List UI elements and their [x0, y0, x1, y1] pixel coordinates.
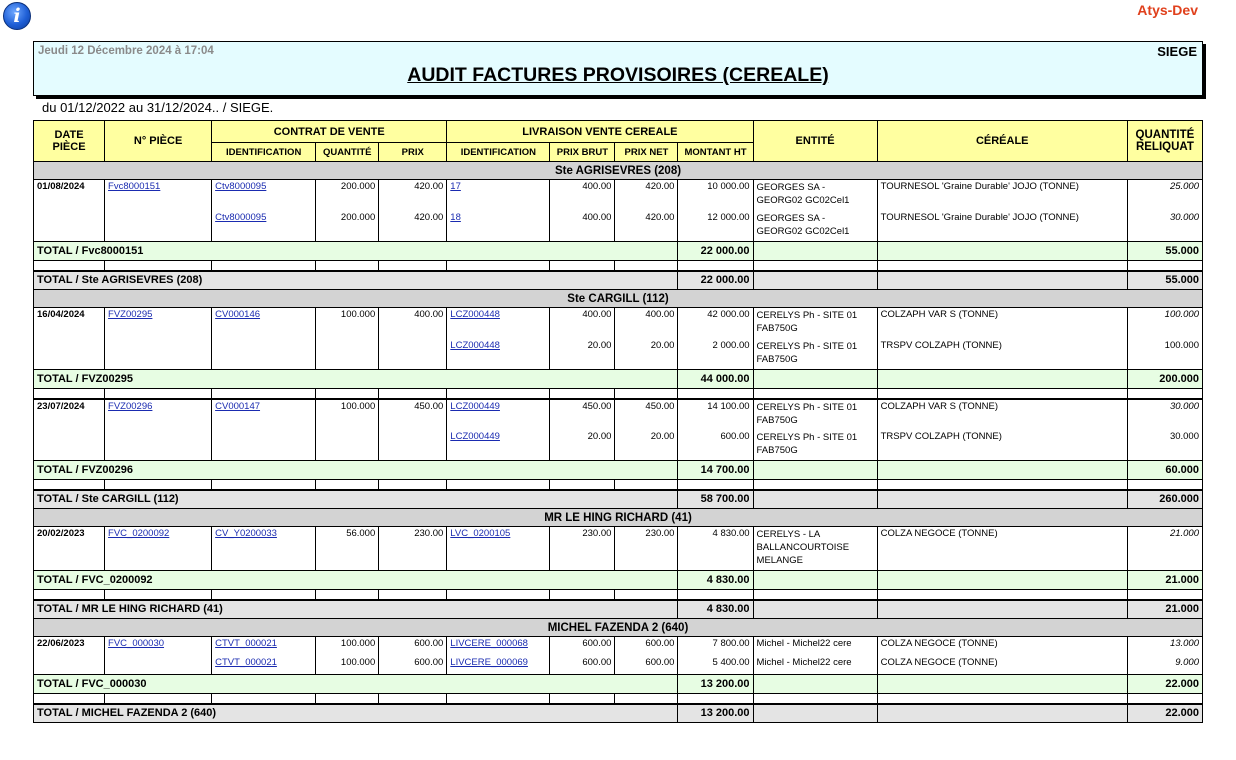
- table-row: [34, 211, 1203, 242]
- total-remain: 200.000: [1127, 370, 1202, 389]
- report-title: AUDIT FACTURES PROVISOIRES (CEREALE): [407, 64, 829, 86]
- contract-price: 400.00: [379, 308, 447, 339]
- amount: 7 800.00: [678, 637, 753, 656]
- report-period: du 01/12/2022 au 31/12/2024.. / SIEGE.: [42, 100, 274, 115]
- table-row: [34, 637, 1203, 656]
- contract-qty: 56.000: [316, 527, 379, 571]
- amount: 2 000.00: [678, 339, 753, 370]
- amount: 42 000.00: [678, 308, 753, 339]
- col-contract-qty: QUANTITÉ: [316, 143, 379, 162]
- total-remain: 260.000: [1127, 490, 1202, 509]
- group-header: MR LE HING RICHARD (41): [34, 509, 1203, 527]
- gross-price: 400.00: [550, 211, 615, 242]
- invoice-total-row: TOTAL / Fvc8000151 22 000.00 55.000: [34, 242, 1203, 261]
- amount: 4 830.00: [678, 527, 753, 571]
- net-price: 230.00: [615, 527, 678, 571]
- contract-link[interactable]: Ctv8000095: [215, 181, 267, 192]
- qty-remain: 30.000: [1127, 399, 1202, 430]
- row-date: 16/04/2024: [34, 308, 105, 339]
- delivery-link[interactable]: LCZ000448: [450, 339, 500, 351]
- entity: Michel - Michel22 cere: [753, 637, 877, 656]
- contract-link[interactable]: CTVT_000021: [215, 638, 277, 649]
- cereal: COLZA NEGOCE (TONNE): [877, 527, 1127, 571]
- total-remain: 55.000: [1127, 271, 1202, 290]
- delivery-link[interactable]: LCZ000449: [450, 430, 500, 442]
- amount: 14 100.00: [678, 399, 753, 430]
- gross-price: 20.00: [550, 430, 615, 461]
- invoice-total-row: TOTAL / FVC_0200092 4 830.00 21.000: [34, 571, 1203, 590]
- net-price: 400.00: [615, 308, 678, 339]
- qty-remain: 100.000: [1127, 308, 1202, 339]
- gross-price: 400.00: [550, 308, 615, 339]
- group-header: MICHEL FAZENDA 2 (640): [34, 619, 1203, 637]
- contract-price: 420.00: [379, 211, 447, 242]
- net-price: 20.00: [615, 430, 678, 461]
- total-remain: 55.000: [1127, 242, 1202, 261]
- table-row: [34, 339, 1203, 370]
- row-date: 22/06/2023: [34, 637, 105, 656]
- audit-table: [33, 120, 1203, 723]
- gross-price: 600.00: [550, 656, 615, 675]
- delivery-link[interactable]: LIVCERE_000068: [450, 638, 528, 649]
- contract-link[interactable]: Ctv8000095: [215, 211, 267, 223]
- group-total-row: TOTAL / Ste AGRISEVRES (208) 22 000.00 55.000: [34, 271, 1203, 290]
- amount: 12 000.00: [678, 211, 753, 242]
- contract-link[interactable]: CV000146: [215, 309, 261, 320]
- col-gross-price: PRIX BRUT: [550, 143, 615, 162]
- total-remain: 21.000: [1127, 600, 1202, 619]
- contract-qty: 100.000: [316, 637, 379, 656]
- contract-qty: 100.000: [316, 656, 379, 675]
- cereal: TRSPV COLZAPH (TONNE): [877, 430, 1127, 461]
- gross-price: 600.00: [550, 637, 615, 656]
- total-remain: 21.000: [1127, 571, 1202, 590]
- col-delivery-id: IDENTIFICATION: [447, 143, 550, 162]
- gross-price: 400.00: [550, 180, 615, 211]
- total-remain: 60.000: [1127, 461, 1202, 480]
- qty-remain: 30.000: [1127, 211, 1202, 242]
- net-price: 600.00: [615, 656, 678, 675]
- contract-price: 230.00: [379, 527, 447, 571]
- total-amount: 44 000.00: [678, 370, 753, 389]
- table-row: [34, 527, 1203, 571]
- cereal: TOURNESOL 'Graine Durable' JOJO (TONNE): [877, 211, 1127, 242]
- cereal: COLZA NEGOCE (TONNE): [877, 637, 1127, 656]
- total-amount: 58 700.00: [678, 490, 753, 509]
- invoice-link[interactable]: Fvc8000151: [108, 181, 161, 192]
- cereal: TRSPV COLZAPH (TONNE): [877, 339, 1127, 370]
- column-header-row: [34, 121, 1203, 143]
- entity: CERELYS Ph - SITE 01 FAB750G: [753, 430, 877, 461]
- col-date: DATE PIÈCE: [34, 121, 105, 162]
- delivery-link[interactable]: LIVCERE_000069: [450, 656, 528, 668]
- col-amount: MONTANT HT: [678, 143, 753, 162]
- net-price: 420.00: [615, 211, 678, 242]
- group-total-row: TOTAL / Ste CARGILL (112) 58 700.00 260.000: [34, 490, 1203, 509]
- entity: GEORGES SA - GEORG02 GC02Cel1: [753, 211, 877, 242]
- total-remain: 22.000: [1127, 675, 1202, 694]
- total-amount: 13 200.00: [678, 675, 753, 694]
- col-contract-id: IDENTIFICATION: [212, 143, 316, 162]
- cereal: COLZA NEGOCE (TONNE): [877, 656, 1127, 675]
- col-qty-remain: QUANTITÉ RELIQUAT: [1127, 121, 1202, 162]
- qty-remain: 13.000: [1127, 637, 1202, 656]
- entity: Michel - Michel22 cere: [753, 656, 877, 675]
- gross-price: 230.00: [550, 527, 615, 571]
- contract-price: 600.00: [379, 656, 447, 675]
- contract-price: 420.00: [379, 180, 447, 211]
- report-site: SIEGE: [1157, 44, 1197, 59]
- qty-remain: 9.000: [1127, 656, 1202, 675]
- net-price: 450.00: [615, 399, 678, 430]
- row-date: 23/07/2024: [34, 399, 105, 430]
- contract-qty: 100.000: [316, 308, 379, 339]
- entity: CERELYS Ph - SITE 01 FAB750G: [753, 399, 877, 430]
- report-header: [33, 41, 1203, 96]
- row-date: 20/02/2023: [34, 527, 105, 571]
- net-price: 20.00: [615, 339, 678, 370]
- col-piece: N° PIÈCE: [105, 121, 212, 162]
- col-net-price: PRIX NET: [615, 143, 678, 162]
- col-cereal: CÉRÉALE: [877, 121, 1127, 162]
- cereal: COLZAPH VAR S (TONNE): [877, 399, 1127, 430]
- total-amount: 4 830.00: [678, 571, 753, 590]
- entity: CERELYS Ph - SITE 01 FAB750G: [753, 308, 877, 339]
- net-price: 420.00: [615, 180, 678, 211]
- total-amount: 14 700.00: [678, 461, 753, 480]
- info-icon[interactable]: i: [3, 2, 31, 30]
- invoice-total-row: TOTAL / FVZ00296 14 700.00 60.000: [34, 461, 1203, 480]
- contract-link[interactable]: CV000147: [215, 400, 261, 412]
- invoice-link[interactable]: FVC_0200092: [108, 528, 170, 539]
- cereal: TOURNESOL 'Graine Durable' JOJO (TONNE): [877, 180, 1127, 211]
- group-header: Ste CARGILL (112): [34, 290, 1203, 308]
- gross-price: 450.00: [550, 399, 615, 430]
- total-amount: 4 830.00: [678, 600, 753, 619]
- table-row: [34, 308, 1203, 339]
- col-contract: CONTRAT DE VENTE: [212, 121, 447, 143]
- invoice-link[interactable]: FVZ00296: [108, 400, 153, 412]
- col-entity: ENTITÉ: [753, 121, 877, 162]
- contract-link[interactable]: CTVT_000021: [215, 656, 277, 668]
- net-price: 600.00: [615, 637, 678, 656]
- table-row: [34, 399, 1203, 430]
- total-amount: 22 000.00: [678, 271, 753, 290]
- total-amount: 22 000.00: [678, 242, 753, 261]
- contract-qty: 200.000: [316, 180, 379, 211]
- table-row: [34, 180, 1203, 211]
- contract-qty: 100.000: [316, 399, 379, 430]
- contract-price: 450.00: [379, 399, 447, 430]
- delivery-link[interactable]: LCZ000449: [450, 400, 500, 412]
- amount: 5 400.00: [678, 656, 753, 675]
- col-delivery: LIVRAISON VENTE CEREALE: [447, 121, 753, 143]
- amount: 10 000.00: [678, 180, 753, 211]
- cereal: COLZAPH VAR S (TONNE): [877, 308, 1127, 339]
- row-date: 01/08/2024: [34, 180, 105, 211]
- amount: 600.00: [678, 430, 753, 461]
- contract-link[interactable]: CV_Y0200033: [215, 528, 277, 539]
- delivery-link[interactable]: 17: [450, 181, 461, 192]
- group-total-row: TOTAL / MR LE HING RICHARD (41) 4 830.00 21.000: [34, 600, 1203, 619]
- contract-qty: 200.000: [316, 211, 379, 242]
- app-label: Atys-Dev: [1137, 2, 1198, 18]
- total-amount: 13 200.00: [678, 704, 753, 723]
- entity: CERELYS Ph - SITE 01 FAB750G: [753, 339, 877, 370]
- entity: GEORGES SA - GEORG02 GC02Cel1: [753, 180, 877, 211]
- invoice-link[interactable]: FVZ00295: [108, 309, 153, 320]
- invoice-total-row: TOTAL / FVC_000030 13 200.00 22.000: [34, 675, 1203, 694]
- table-row: [34, 430, 1203, 461]
- qty-remain: 100.000: [1127, 339, 1202, 370]
- gross-price: 20.00: [550, 339, 615, 370]
- qty-remain: 21.000: [1127, 527, 1202, 571]
- col-contract-price: PRIX: [379, 143, 447, 162]
- invoice-link[interactable]: FVC_000030: [108, 638, 165, 649]
- delivery-link[interactable]: LVC_0200105: [450, 528, 511, 539]
- entity: CERELYS - LA BALLANCOURTOISE MELANGE: [753, 527, 877, 571]
- report-date: Jeudi 12 Décembre 2024 à 17:04: [38, 45, 214, 57]
- delivery-link[interactable]: LCZ000448: [450, 309, 500, 320]
- qty-remain: 25.000: [1127, 180, 1202, 211]
- group-total-row: TOTAL / MICHEL FAZENDA 2 (640) 13 200.00 22.000: [34, 704, 1203, 723]
- delivery-link[interactable]: 18: [450, 211, 461, 223]
- table-row: [34, 656, 1203, 675]
- total-remain: 22.000: [1127, 704, 1202, 723]
- contract-price: 600.00: [379, 637, 447, 656]
- invoice-total-row: TOTAL / FVZ00295 44 000.00 200.000: [34, 370, 1203, 389]
- group-header: Ste AGRISEVRES (208): [34, 162, 1203, 180]
- qty-remain: 30.000: [1127, 430, 1202, 461]
